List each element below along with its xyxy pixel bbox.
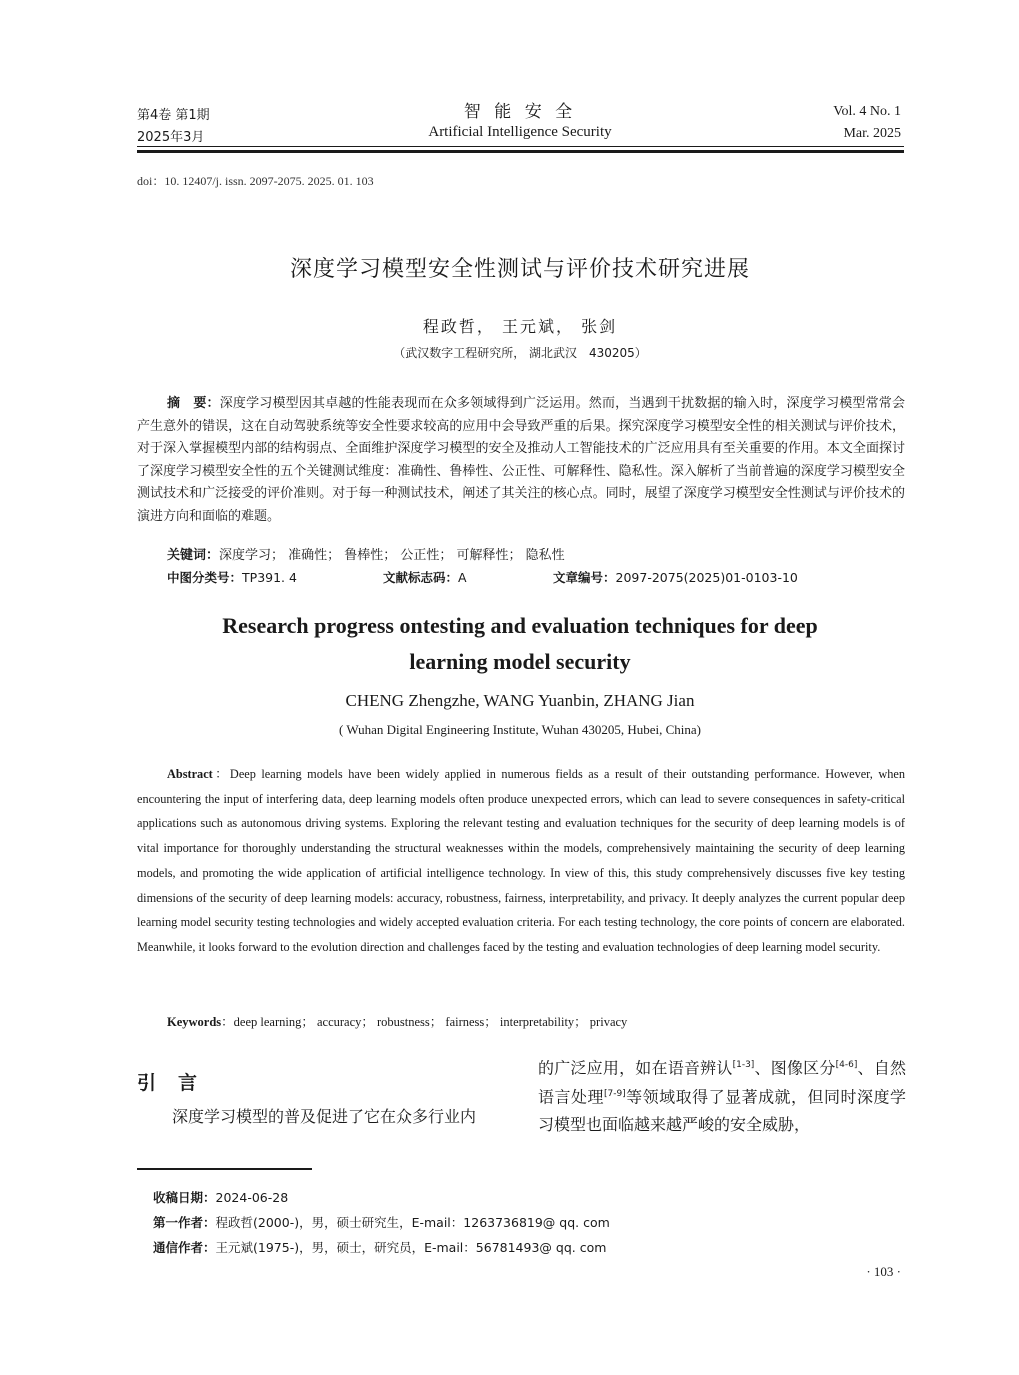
received-label: 收稿日期： xyxy=(153,1190,216,1205)
clc-number xyxy=(167,568,297,586)
citation-2: [4-6] xyxy=(835,1060,858,1070)
date-en: Mar. 2025 xyxy=(843,126,901,141)
document-code xyxy=(383,568,467,586)
keywords-cn-label: 关键词： xyxy=(167,548,220,563)
body-text-3: 、自然语言处理 xyxy=(538,1058,906,1107)
abstract-en xyxy=(137,762,905,960)
citation-3: [7-9] xyxy=(603,1089,626,1100)
clc-value: TP391. 4 xyxy=(242,570,297,585)
footnote-corresponding-author xyxy=(153,1238,606,1256)
header-rule-thin xyxy=(137,146,904,147)
citation-1: [1-3] xyxy=(732,1060,755,1070)
journal-title-en: Artificial Intelligence Security xyxy=(428,124,612,140)
volume-issue-cn: 第4卷 第1期 xyxy=(137,108,210,123)
abstract-en-label: Abstract xyxy=(167,767,213,781)
keywords-en-text: ：deep learning； accuracy； robustness； fairness； interpretability； privacy xyxy=(221,1015,628,1029)
article-number xyxy=(553,568,798,586)
body-text-2: 、图像区分 xyxy=(754,1058,836,1078)
keywords-cn-text: 深度学习； 准确性； 鲁棒性； 公正性； 可解释性； 隐私性 xyxy=(219,548,565,563)
keywords-en xyxy=(167,1012,935,1030)
affiliation-en: ( Wuhan Digital Engineering Institute, Wuhan 430205, Hubei, China) xyxy=(338,722,702,737)
abstract-en-text: ：Deep learning models have been widely applied in numerous fields as a result of their outstanding performance. However, when encountering the input of interfering data, deep learning models often produce unexpected errors, which can lead to severe consequences in safety-critical applications such as autonomous driving systems. Exploring the relevant testing and evaluation techniques for the security of deep learning models is of vital importance for thoroughly understanding the structural weaknesses within the models, comprehensively maintaining the security of deep learning models, and promoting the wide application of artificial intelligence technology. In view of this, this study comprehensively discusses five key testing dimensions of the security of deep learning models: accuracy, robustness, fairness, interpretability, and privacy. It deeply analyzes the current popular deep learning model security testing technologies and widely accepted evaluation criteria. For each testing technology, the core points of concern are elaborated. Meanwhile, it looks forward to the evolution direction and challenges faced by the testing and evaluation technologies of deep learning model security. xyxy=(137,767,905,954)
date-cn: 2025年3月 xyxy=(137,130,205,145)
footnote-first-author xyxy=(153,1213,610,1231)
paper-title-en: Research progress ontesting and evaluation techniques for deep learning model security xyxy=(222,613,818,674)
body-text-4: 等领域取得了显著成就，但同时深度学习模型也面临越来越严峻的安全威胁， xyxy=(538,1087,906,1134)
doi: doi：10. 12407/j. issn. 2097-2075. 2025. 01. 103 xyxy=(137,174,374,188)
first-author-label: 第一作者： xyxy=(153,1215,216,1230)
first-author-value: 程政哲(2000-)，男，硕士研究生，E-mail：1263736819@ qq. com xyxy=(215,1215,610,1230)
header-rule-thick xyxy=(137,150,904,153)
corresponding-value: 王元斌(1975-)，男，硕士，研究员，E-mail：56781493@ qq. com xyxy=(215,1240,607,1255)
paper-title-cn: 深度学习模型安全性测试与评价技术研究进展 xyxy=(289,257,750,282)
received-value: 2024-06-28 xyxy=(215,1190,289,1205)
doc-code-value: A xyxy=(458,570,467,585)
authors-cn: 程政哲， 王元斌， 张剑 xyxy=(422,317,618,336)
affiliation-cn: （武汉数字工程研究所， 湖北武汉 430205） xyxy=(393,346,647,360)
body-text-1: 的广泛应用，如在语音辨认 xyxy=(538,1058,733,1078)
article-number-label: 文章编号： xyxy=(553,570,616,585)
body-left-column: 深度学习模型的普及促进了它在众多行业内 xyxy=(172,1107,477,1126)
abstract-cn-text: 深度学习模型因其卓越的性能表现而在众多领域得到广泛运用。然而，当遇到干扰数据的输入时，深度学习模型常常会产生意外的错误，这在自动驾驶系统等安全性要求较高的应用中会导致严重的后果。探究深度学习模型安全性的相关测试与评价技术，对于深入掌握模型内部的结构弱点、全面维护深度学习模型的安全及推动人工智能技术的广泛应用具有至关重要的作用。本文全面探讨了深度学习模型安全性的五个关键测试维度：准确性、鲁棒性、公正性、可解释性、隐私性。深入解析了当前普遍的深度学习模型安全测试技术和广泛接受的评价准则。对于每一种测试技术，阐述了其关注的核心点。同时，展望了深度学习模型安全性测试与评价技术的演进方向和面临的难题。 xyxy=(137,396,905,524)
corresponding-label: 通信作者： xyxy=(153,1240,216,1255)
doc-code-label: 文献标志码： xyxy=(383,570,459,585)
body-right-column xyxy=(538,1052,906,1138)
authors-en: CHENG Zhengzhe, WANG Yuanbin, ZHANG Jian xyxy=(345,691,695,710)
article-number-value: 2097-2075(2025)01-0103-10 xyxy=(615,570,798,585)
keywords-en-label: Keywords xyxy=(167,1015,222,1029)
footnote-rule xyxy=(137,1168,312,1170)
abstract-cn-label: 摘 要： xyxy=(167,396,220,411)
page-number: · 103 · xyxy=(866,1264,901,1279)
journal-title-cn: 智 能 安 全 xyxy=(463,102,577,122)
clc-label: 中图分类号： xyxy=(167,570,243,585)
volume-issue-en: Vol. 4 No. 1 xyxy=(833,104,901,119)
abstract-cn xyxy=(137,393,905,529)
section-heading-introduction: 引言 xyxy=(137,1072,220,1094)
footnote-received xyxy=(153,1188,288,1206)
keywords-cn xyxy=(167,544,935,563)
